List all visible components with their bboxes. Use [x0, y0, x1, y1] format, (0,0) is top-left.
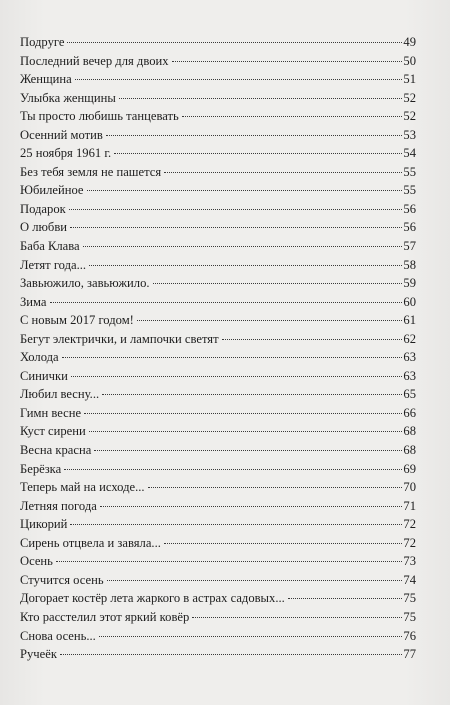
toc-entry-title: Холода — [20, 350, 59, 365]
toc-entry-page-number: 68 — [403, 424, 416, 439]
toc-entry — [20, 293, 416, 312]
toc-entry-page-number: 51 — [403, 72, 416, 87]
toc-entry — [20, 200, 416, 219]
toc-entry-page-number: 73 — [403, 554, 416, 569]
toc-entry-page-number: 59 — [403, 276, 416, 291]
toc-entry — [20, 571, 416, 590]
toc-entry-page-number: 66 — [403, 405, 416, 420]
dot-leader — [164, 172, 402, 173]
toc-entry — [20, 181, 416, 200]
toc-entry-page-number: 54 — [403, 146, 416, 161]
toc-entry-title: Осенний мотив — [20, 127, 103, 142]
dot-leader — [56, 561, 402, 562]
toc-entry-page-number: 58 — [403, 257, 416, 272]
toc-entry — [20, 256, 416, 275]
toc-entry-page-number: 69 — [403, 461, 416, 476]
toc-entry — [20, 348, 416, 367]
toc-entry — [20, 274, 416, 293]
toc-entry-page-number: 49 — [403, 35, 416, 49]
toc-entry — [20, 107, 416, 126]
toc-entry-page-number: 52 — [403, 109, 416, 124]
toc-entry-title: Женщина — [20, 72, 72, 87]
toc-entry-page-number: 63 — [403, 350, 416, 365]
toc-entry-page-number: 61 — [403, 313, 416, 328]
dot-leader — [106, 135, 403, 136]
dot-leader — [288, 598, 403, 599]
toc-entry-title: Снова осень... — [20, 628, 96, 643]
toc-entry-page-number: 55 — [403, 164, 416, 179]
toc-entry — [20, 218, 416, 237]
toc-entry-page-number: 63 — [403, 368, 416, 383]
toc-entry-title: Теперь май на исходе... — [20, 480, 145, 495]
dot-leader — [99, 636, 403, 637]
toc-entry-title: Без тебя земля не пашется — [20, 164, 162, 179]
toc-entry-page-number: 75 — [403, 609, 416, 624]
toc-entry-page-number: 62 — [403, 331, 416, 346]
toc-entry-title: Юбилейное — [20, 183, 84, 198]
toc-entry-title: Подарок — [20, 201, 66, 216]
dot-leader — [84, 413, 402, 414]
toc-entry — [20, 441, 416, 460]
toc-entry-page-number: 72 — [403, 517, 416, 532]
dot-leader — [75, 79, 403, 80]
toc-entry — [20, 608, 416, 627]
toc-entry-title: Весна красна — [20, 443, 92, 458]
toc-entry — [20, 627, 416, 646]
toc-entry — [20, 422, 416, 441]
toc-entry-title: Сирень отцвела и завяла... — [20, 535, 161, 550]
toc-entry — [20, 237, 416, 256]
toc-entry-page-number: 65 — [403, 387, 416, 402]
toc-entry-page-number: 74 — [403, 572, 416, 587]
dot-leader — [94, 450, 402, 451]
toc-entry — [20, 89, 416, 108]
dot-leader — [114, 153, 402, 154]
toc-entry — [20, 52, 416, 71]
toc-entry — [20, 404, 416, 423]
toc-entry-page-number: 52 — [403, 90, 416, 105]
dot-leader — [70, 227, 402, 228]
dot-leader — [50, 302, 403, 303]
toc-entry-title: Бегут электрички, и лампочки светят — [20, 331, 219, 346]
dot-leader — [100, 506, 403, 507]
dot-leader — [83, 246, 403, 247]
toc-entry — [20, 497, 416, 516]
dot-leader — [60, 654, 402, 655]
dot-leader — [182, 116, 403, 117]
toc-entry-page-number: 72 — [403, 535, 416, 550]
dot-leader — [62, 357, 403, 358]
toc-entry-page-number: 55 — [403, 183, 416, 198]
toc-entry — [20, 460, 416, 479]
toc-entry-title: О любви — [20, 220, 68, 235]
toc-entry — [20, 478, 416, 497]
toc-entry-title: Завьюжило, завьюжило. — [20, 276, 150, 291]
dot-leader — [137, 320, 403, 321]
toc-entry-title: Ручеёк — [20, 647, 57, 662]
toc-entry-page-number: 53 — [403, 127, 416, 142]
toc-entry-title: Баба Клава — [20, 239, 80, 254]
toc-entry-title: Гимн весне — [20, 405, 82, 420]
toc-entry — [20, 70, 416, 89]
toc-entry-title: Цикорий — [20, 517, 68, 532]
toc-entry-page-number: 76 — [403, 628, 416, 643]
toc-entry-title: Летят года... — [20, 257, 87, 272]
dot-leader — [148, 487, 403, 488]
dot-leader — [107, 580, 403, 581]
toc-entry — [20, 144, 416, 163]
dot-leader — [87, 190, 403, 191]
dot-leader — [64, 469, 402, 470]
dot-leader — [119, 98, 403, 99]
toc-entry — [20, 534, 416, 553]
toc-entry-title: Стучится осень — [20, 572, 104, 587]
toc-entry-page-number: 77 — [403, 647, 416, 662]
toc-entry-title: Осень — [20, 554, 53, 569]
toc-entry-title: Зима — [20, 294, 47, 309]
dot-leader — [71, 376, 403, 377]
toc-entry — [20, 589, 416, 608]
toc-entry-title: Любил весну... — [20, 387, 100, 402]
toc-entry-title: Догорает костёр лета жаркого в астрах садовых... — [20, 591, 285, 606]
toc-entry-page-number: 56 — [403, 201, 416, 216]
toc-entry-title: С новым 2017 годом! — [20, 313, 134, 328]
toc-entry-page-number: 56 — [403, 220, 416, 235]
toc-entry — [20, 33, 416, 52]
toc-entry-title: Ты просто любишь танцевать — [20, 109, 179, 124]
toc-entry-page-number: 50 — [403, 53, 416, 68]
toc-entry-title: Синички — [20, 368, 68, 383]
toc-entry-page-number: 75 — [403, 591, 416, 606]
toc-entry-title: Улыбка женщины — [20, 90, 116, 105]
toc-entry — [20, 515, 416, 534]
toc-entry — [20, 552, 416, 571]
dot-leader — [222, 339, 403, 340]
toc-entry — [20, 126, 416, 145]
dot-leader — [89, 265, 402, 266]
toc-entry-page-number: 60 — [403, 294, 416, 309]
toc-entry-title: Летняя погода — [20, 498, 97, 513]
toc-entry-page-number: 71 — [403, 498, 416, 513]
toc-entry-title: Последний вечер для двоих — [20, 53, 169, 68]
toc-entry-title: Куст сирени — [20, 424, 86, 439]
toc-entry-title: Подруге — [20, 35, 65, 49]
dot-leader — [153, 283, 403, 284]
dot-leader — [172, 61, 403, 62]
toc-entry — [20, 385, 416, 404]
toc-entry-title: Берёзка — [20, 461, 62, 476]
dot-leader — [102, 394, 402, 395]
toc-entry-page-number: 70 — [403, 480, 416, 495]
dot-leader — [67, 42, 402, 43]
toc-entry-page-number: 68 — [403, 443, 416, 458]
toc-entry — [20, 163, 416, 182]
toc-entry — [20, 330, 416, 349]
dot-leader — [89, 431, 403, 432]
toc-entry — [20, 367, 416, 386]
dot-leader — [164, 543, 403, 544]
toc-entry — [20, 645, 416, 664]
toc-entry-title: Кто расстелил этот яркий ковёр — [20, 609, 190, 624]
table-of-contents — [20, 33, 416, 664]
toc-entry — [20, 311, 416, 330]
dot-leader — [69, 209, 403, 210]
dot-leader — [70, 524, 402, 525]
dot-leader — [192, 617, 402, 618]
toc-entry-page-number: 57 — [403, 239, 416, 254]
toc-entry-title: 25 ноября 1961 г. — [20, 146, 112, 161]
